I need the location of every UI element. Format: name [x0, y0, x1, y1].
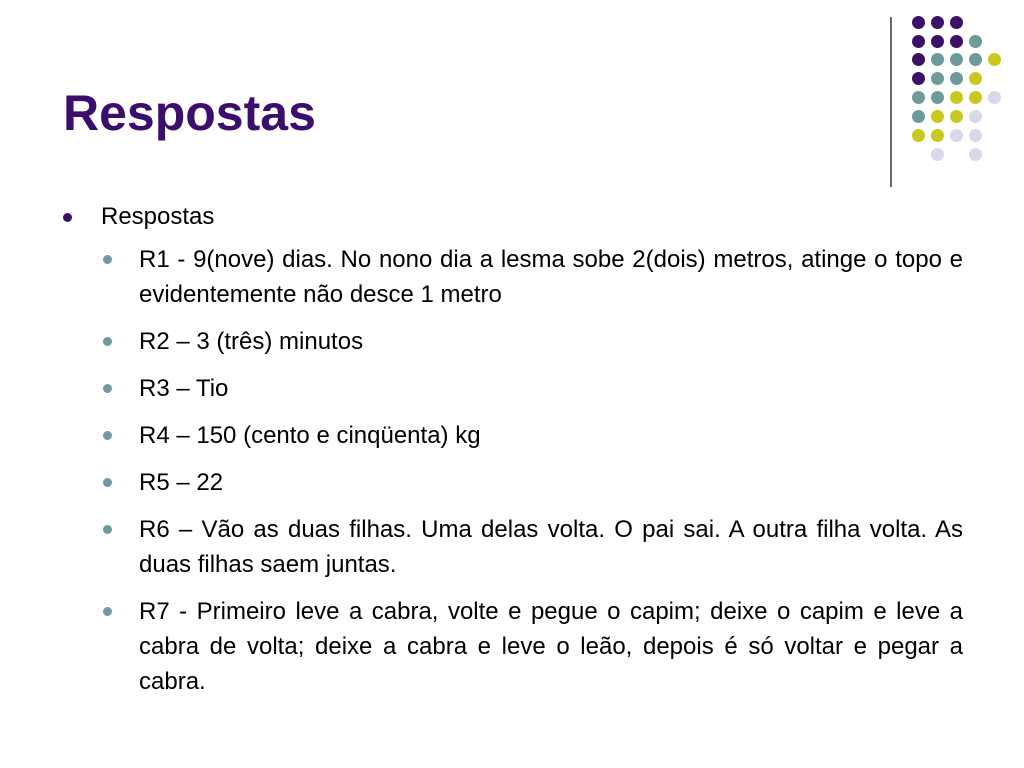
answer-text: R7 - Primeiro leve a cabra, volte e pegue o capim; deixe o capim e leve a cabra de volta; deixe a cabra e leve o leão, depois é só voltar e pegar a cabra. — [139, 598, 963, 695]
decorative-dot — [969, 110, 982, 123]
list-item — [0, 371, 963, 406]
bullet-dot-icon — [103, 255, 112, 264]
bullet-dot-icon — [103, 525, 112, 534]
decorative-dot — [931, 72, 944, 85]
answer-text: R2 – 3 (três) minutos — [139, 328, 364, 355]
answer-text: R6 – Vão as duas filhas. Uma delas volta. O pai sai. A outra filha volta. As duas filhas saem juntas. — [139, 516, 963, 578]
decorative-dot — [931, 53, 944, 66]
decorative-dot — [931, 110, 944, 123]
answer-text: R4 – 150 (cento e cinqüenta) kg — [139, 422, 481, 449]
decorative-dot — [931, 91, 944, 104]
level1-bullet-text: Respostas — [101, 203, 215, 230]
decorative-dot — [969, 129, 982, 142]
decorative-dot — [950, 72, 963, 85]
decorative-dot-grid — [0, 0, 1024, 200]
decorative-dot — [988, 91, 1001, 104]
bullet-dot-icon — [103, 607, 112, 616]
answers-list — [0, 242, 1024, 711]
decorative-dot — [912, 129, 925, 142]
bullet-dot-icon — [103, 478, 112, 487]
decorative-dot — [950, 16, 963, 29]
decorative-dot — [969, 148, 982, 161]
decorative-dot — [988, 53, 1001, 66]
list-item — [0, 465, 963, 500]
decorative-dot — [931, 35, 944, 48]
decorative-dot — [912, 35, 925, 48]
bullet-dot-icon — [63, 213, 72, 222]
answer-text: R3 – Tio — [139, 375, 229, 402]
bullet-dot-icon — [103, 384, 112, 393]
decorative-dot — [969, 91, 982, 104]
decorative-dot — [950, 91, 963, 104]
decorative-dot — [950, 35, 963, 48]
bullet-dot-icon — [103, 431, 112, 440]
decorative-dot — [969, 53, 982, 66]
decorative-dot — [950, 53, 963, 66]
decorative-dot — [912, 53, 925, 66]
decorative-dot — [912, 72, 925, 85]
decorative-dot — [931, 148, 944, 161]
decorative-dot — [969, 35, 982, 48]
decorative-dot — [912, 16, 925, 29]
list-item — [0, 594, 963, 699]
bullet-dot-icon — [103, 337, 112, 346]
slide-title: Respostas — [63, 85, 316, 141]
decorative-dot — [912, 91, 925, 104]
list-item — [0, 418, 963, 453]
answer-text: R5 – 22 — [139, 469, 224, 496]
answer-text: R1 - 9(nove) dias. No nono dia a lesma sobe 2(dois) metros, atinge o topo e evidentemente não desce 1 metro — [139, 246, 963, 308]
decorative-dot — [931, 16, 944, 29]
list-item — [0, 324, 963, 359]
decorative-dot — [931, 129, 944, 142]
decorative-dot — [912, 110, 925, 123]
list-item — [0, 242, 963, 312]
list-item — [0, 512, 963, 582]
decorative-dot — [950, 110, 963, 123]
decorative-dot — [950, 129, 963, 142]
decorative-dot — [969, 72, 982, 85]
